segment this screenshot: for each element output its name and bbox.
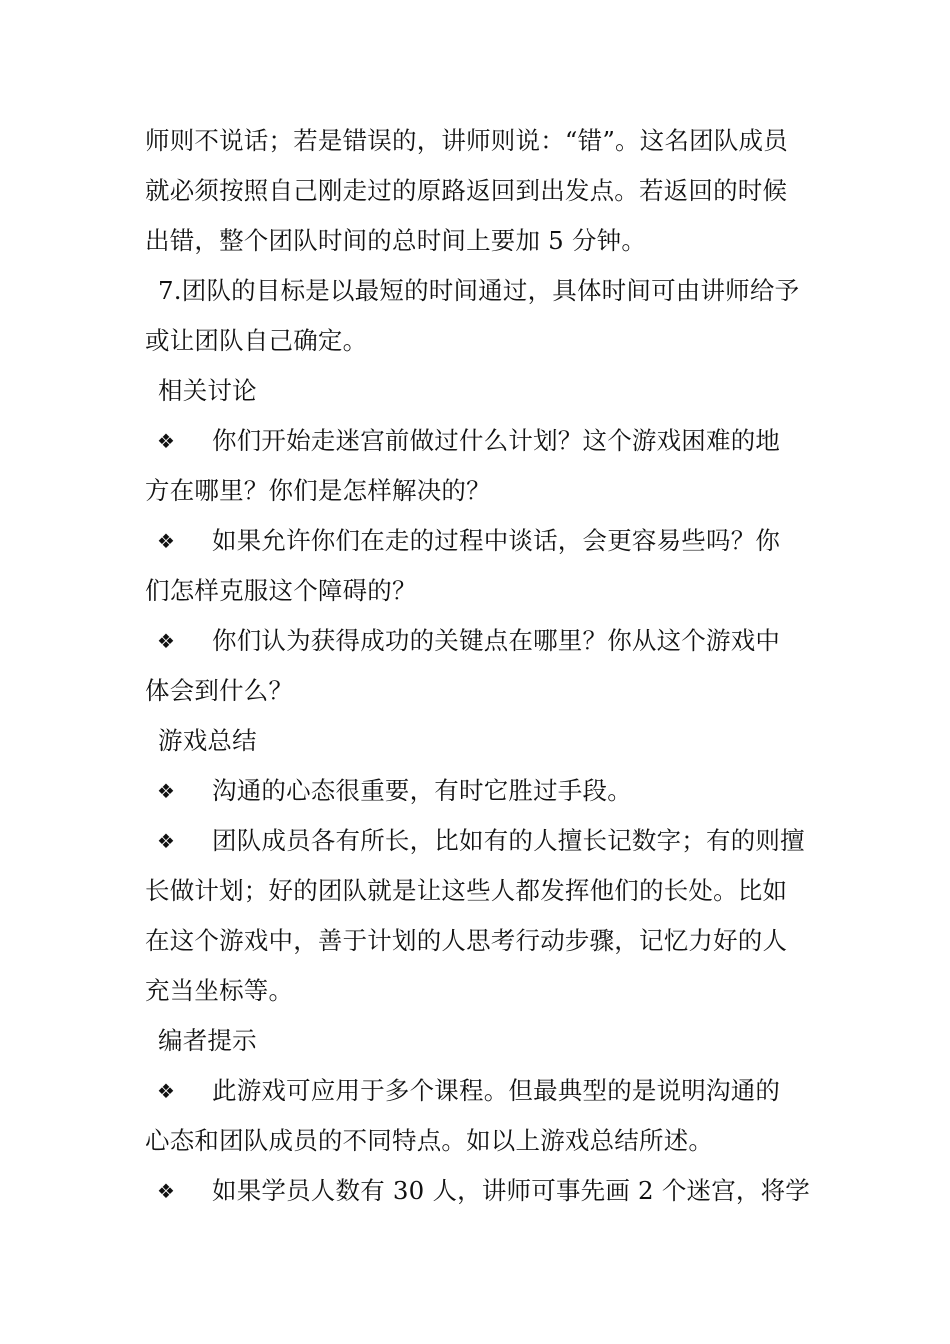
- paragraph-line: 出错，整个团队时间的总时间上要加 5 分钟。: [145, 226, 647, 255]
- bullet-item-text: 沟通的心态很重要，有时它胜过手段。: [212, 776, 632, 805]
- bullet-item-text: 充当坐标等。: [145, 976, 294, 1005]
- bullet-item-text: 在这个游戏中，善于计划的人思考行动步骤，记忆力好的人: [145, 926, 788, 955]
- bullet-icon: ❖: [157, 429, 175, 453]
- numbered-item-7: 7.团队的目标是以最短的时间通过，具体时间可由讲师给予: [158, 276, 800, 305]
- bullet-icon: ❖: [157, 1179, 175, 1203]
- section-heading-discussion: 相关讨论: [158, 376, 257, 405]
- bullet-item-text: 团队成员各有所长，比如有的人擅长记数字；有的则擅: [212, 826, 805, 855]
- paragraph-line: 师则不说话；若是错误的，讲师则说：“错”。这名团队成员: [145, 126, 788, 155]
- bullet-icon: ❖: [157, 529, 175, 553]
- bullet-item-text: 方在哪里？你们是怎样解决的？: [145, 476, 491, 505]
- bullet-item-text: 如果学员人数有 30 人，讲师可事先画 2 个迷宫，将学: [212, 1176, 811, 1205]
- bullet-item-text: 心态和团队成员的不同特点。如以上游戏总结所述。: [145, 1126, 714, 1155]
- bullet-icon: ❖: [157, 629, 175, 653]
- bullet-item-text: 体会到什么？: [145, 676, 294, 705]
- bullet-item-text: 如果允许你们在走的过程中谈话，会更容易些吗？你: [212, 526, 781, 555]
- bullet-icon: ❖: [157, 779, 175, 803]
- bullet-item-text: 你们开始走迷宫前做过什么计划？这个游戏困难的地: [212, 426, 781, 455]
- paragraph-line: 或让团队自己确定。: [145, 326, 368, 355]
- paragraph-line: 就必须按照自己刚走过的原路返回到出发点。若返回的时候: [145, 176, 788, 205]
- section-heading-summary: 游戏总结: [158, 726, 257, 755]
- bullet-item-text: 长做计划；好的团队就是让这些人都发挥他们的长处。比如: [145, 876, 788, 905]
- bullet-item-text: 你们认为获得成功的关键点在哪里？你从这个游戏中: [212, 626, 781, 655]
- section-heading-editor-tips: 编者提示: [158, 1026, 257, 1055]
- bullet-item-text: 此游戏可应用于多个课程。但最典型的是说明沟通的: [212, 1076, 781, 1105]
- bullet-icon: ❖: [157, 1079, 175, 1103]
- bullet-item-text: 们怎样克服这个障碍的？: [145, 576, 417, 605]
- bullet-icon: ❖: [157, 829, 175, 853]
